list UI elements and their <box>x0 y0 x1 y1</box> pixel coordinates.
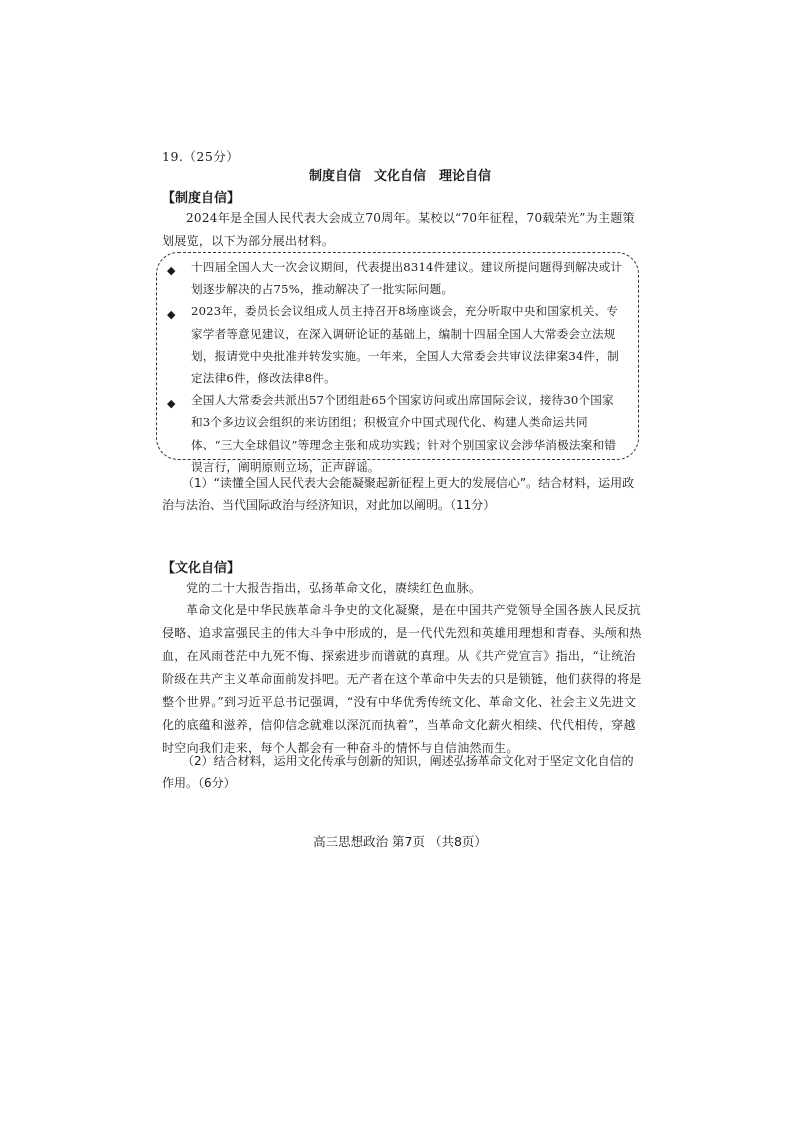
sub-question-1: （1）“读懂全国人民代表大会能凝聚起新征程上更大的发展信心”。结合材料，运用政治与法治、当代国际政治与经济知识，对此加以阐明。（11分） <box>162 476 635 512</box>
section-heading-culture: 【文化自信】 <box>162 561 241 576</box>
bullet-text: 2023年，委员长会议组成人员主持召开8场座谈会，充分听取中央和国家机关、专家学者等意见建议，在深入调研论证的基础上，编制十四届全国人大常委会立法规划，报请党中央批准并转发实施。一年来，全国人大常委会共审议法律案34件，制定法律6件，修改法律8件。 <box>191 304 619 386</box>
section-heading-institution: 【制度自信】 <box>162 191 241 206</box>
bullet-text: 十四届全国人大一次会议期间，代表提出8314件建议。建议所提问题得到解决或计划逐步解决的占75%，推动解决了一批实际问题。 <box>191 260 623 297</box>
diamond-bullet-icon: ◆ <box>167 397 176 411</box>
list-item <box>165 389 625 478</box>
section2-paragraph-1: 党的二十大报告指出，弘扬革命文化，赓续红色血脉。 <box>186 581 482 595</box>
bullet-text: 全国人大常委会共派出57个团组赴65个国家访问或出席国际会议，接待30个国家和3个多边议会组织的来访团组；积极宣介中国式现代化、构建人类命运共同体、“三大全球倡议”等理念主张和成功实践；针对个别国家议会涉华消极法案和错误言行，阐明原则立场，正声辟谣。 <box>191 393 617 474</box>
page-footer: 高三思想政治 第7页 （共8页） <box>313 834 487 849</box>
section1-intro: 2024年是全国人民代表大会成立70周年。某校以“70年征程，70载荣光”为主题策划展览，以下为部分展出材料。 <box>162 211 635 248</box>
list-item <box>165 300 625 389</box>
list-item <box>165 256 625 300</box>
sub-question-2: （2）结合材料，运用文化传承与创新的知识，阐述弘扬革命文化对于坚定文化自信的作用。（6分） <box>162 754 634 790</box>
question-number: 19.（25分） <box>162 149 240 164</box>
diamond-bullet-icon: ◆ <box>167 308 176 322</box>
material-bullet-list <box>165 256 625 478</box>
diamond-bullet-icon: ◆ <box>167 264 176 277</box>
section2-paragraph-2: 革命文化是中华民族革命斗争史的文化凝聚，是在中国共产党领导全国各族人民反抗侵略、追求富强民主的伟大斗争中形成的，是一代代先烈和英雄用理想和青春、头颅和热血，在风雨苍茫中九死不悔、探索进步而谱就的真理。从《共产党宣言》指出，“让统治阶级在共产主义革命面前发抖吧。无产者在这个革命中失去的只是锁链，他们获得的将是整个世界。”到习近平总书记强调，“没有中华优秀传统文化、革命文化、社会主义先进文化的底蕴和滋养，信仰信念就难以深沉而执着”，当革命文化薪火相续、代代相传，穿越时空向我们走来，每个人都会有一种奋斗的情怀与自信油然而生。 <box>162 603 642 755</box>
main-title: 制度自信 文化自信 理论自信 <box>308 169 491 184</box>
